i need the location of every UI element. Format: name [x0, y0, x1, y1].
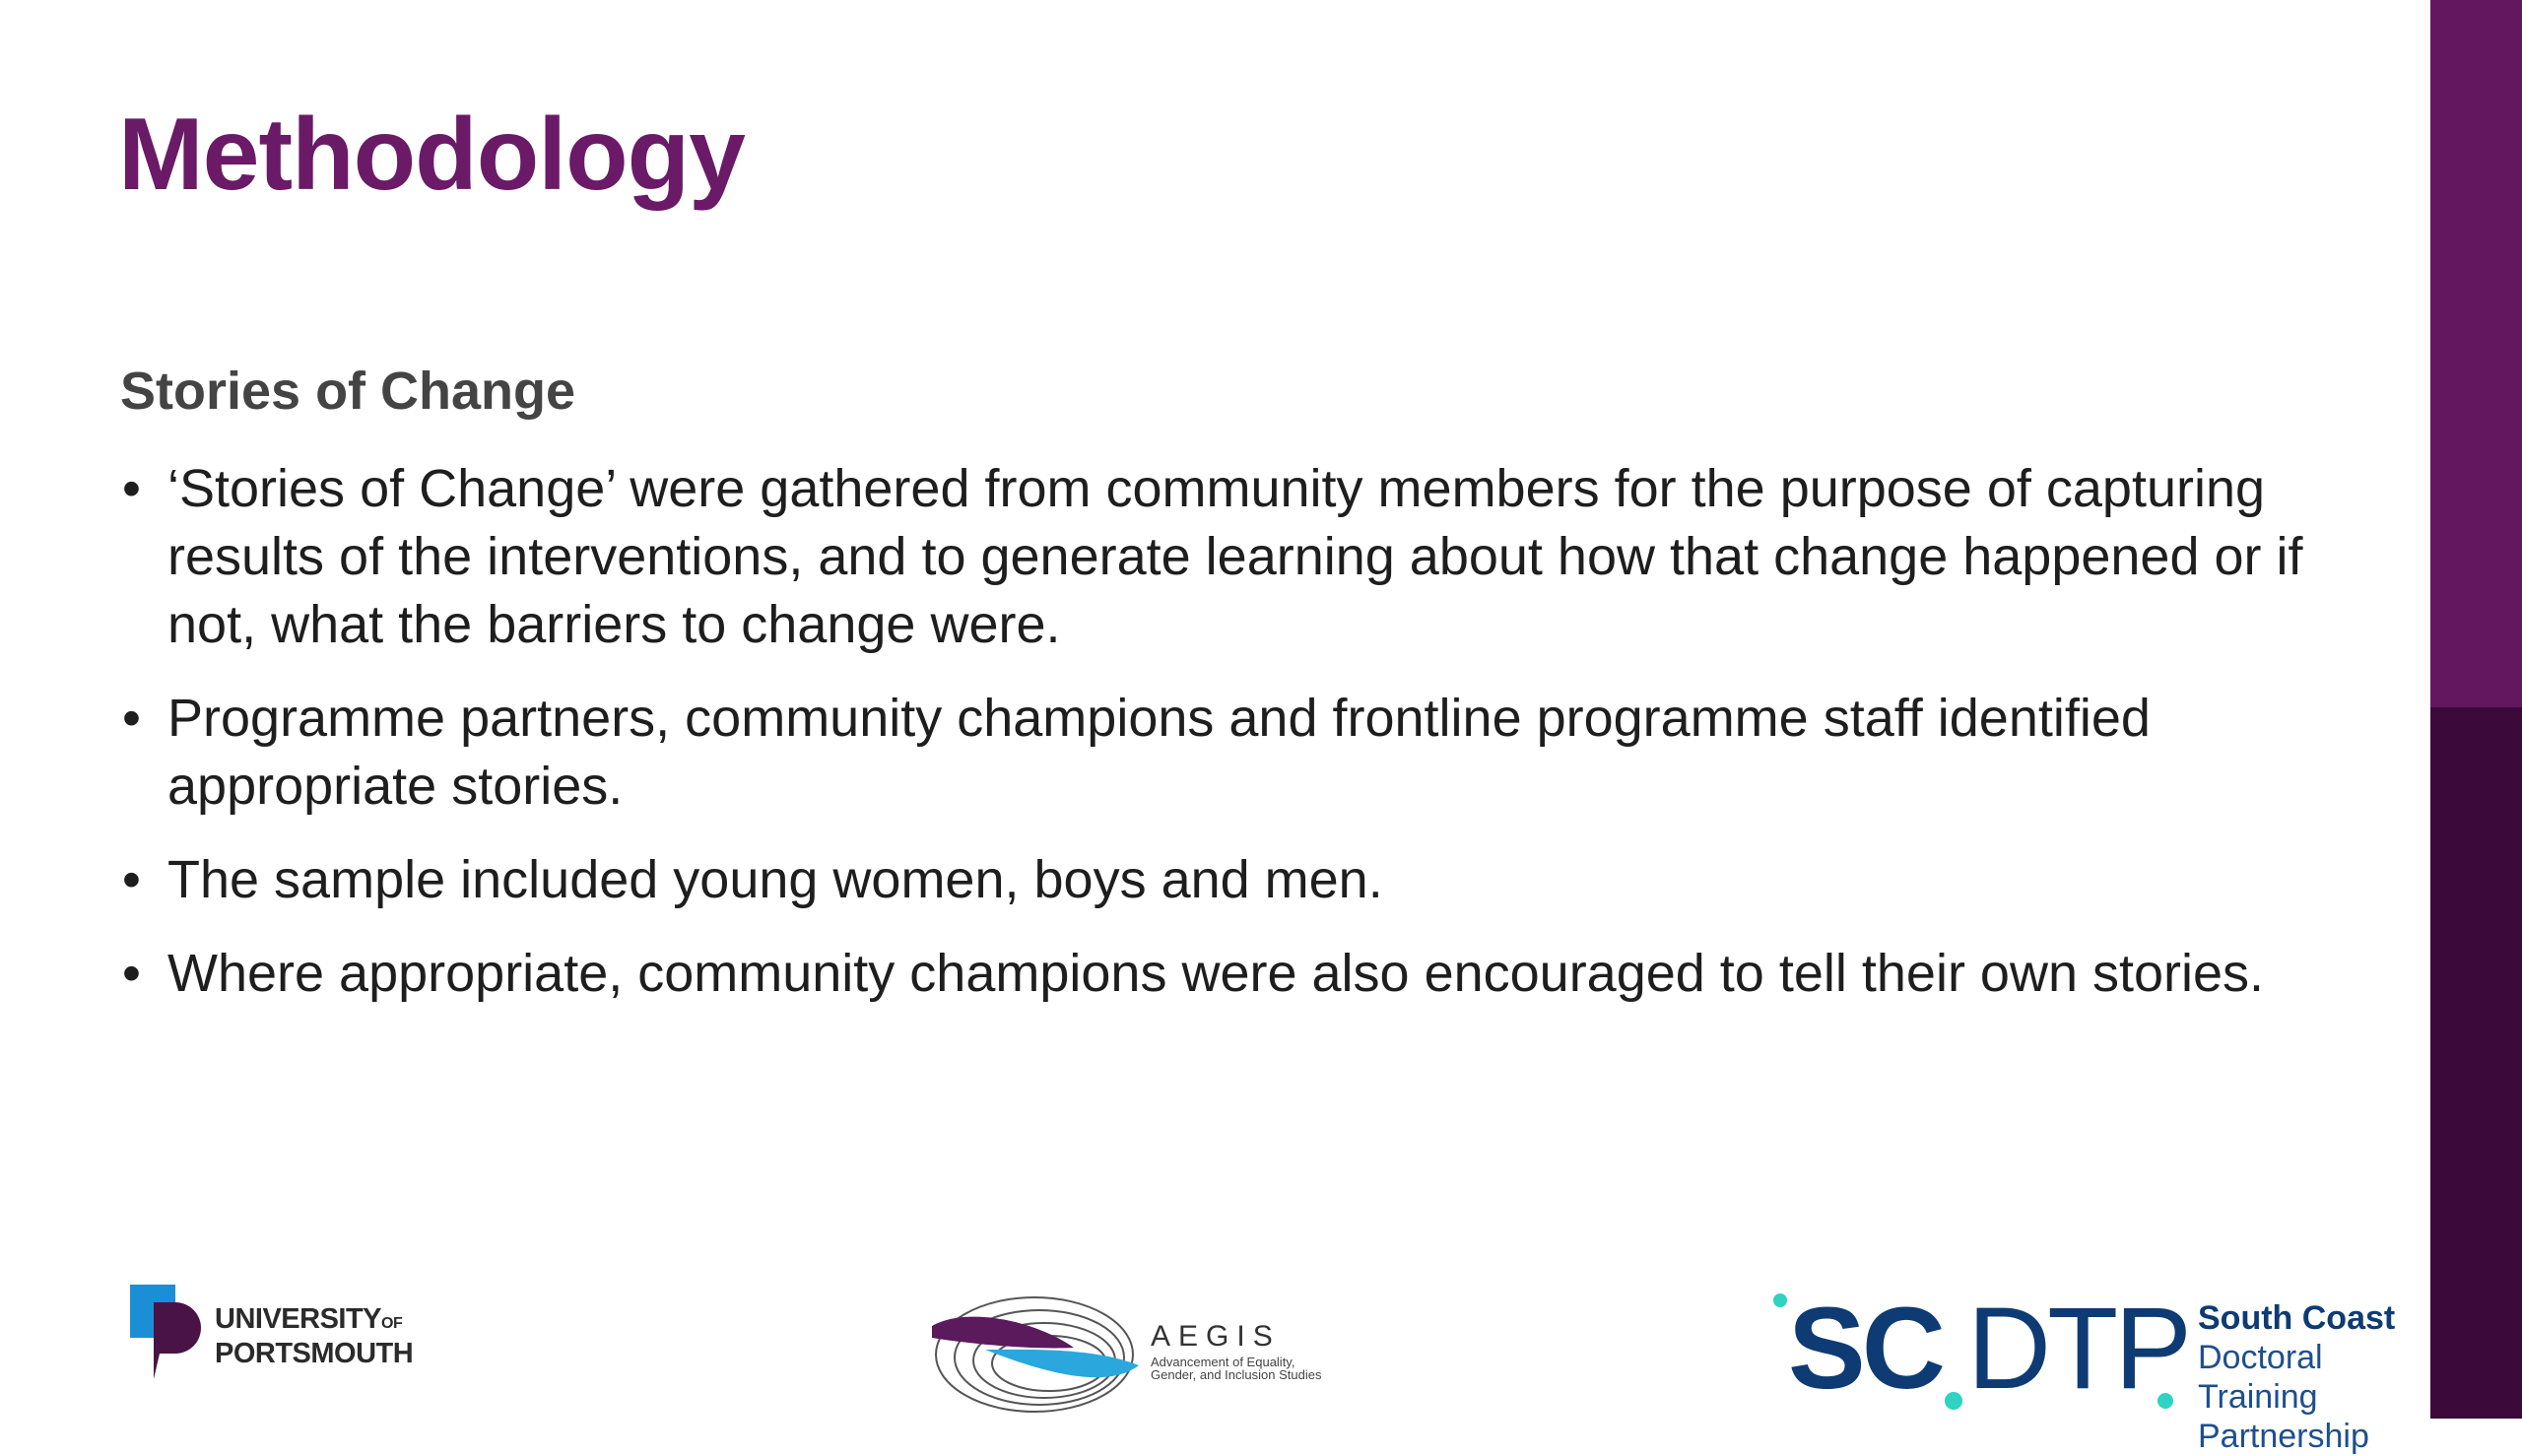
aegis-emblem-icon	[926, 1291, 1143, 1419]
bullet-item	[118, 685, 2404, 821]
slide-subtitle: Stories of Change	[120, 362, 576, 421]
side-band-top	[2430, 0, 2522, 707]
bullet-text: The sample included young women, boys and men.	[167, 850, 1383, 909]
portsmouth-wordmark: UNIVERSITYOF PORTSMOUTH	[215, 1303, 414, 1369]
bullet-text: ‘Stories of Change’ were gathered from community members for the purpose of capturing results of the interventions, and to generate learning about how that change happened or if not, what the barriers to change were.	[167, 459, 2303, 654]
bullet-icon: •	[122, 850, 141, 909]
side-band-bottom	[2430, 707, 2522, 1419]
aegis-tagline: Advancement of Equality, Gender, and Inclusion Studies	[1151, 1355, 1322, 1382]
bullet-text: Where appropriate, community champions were also encouraged to tell their own stories.	[167, 944, 2265, 1003]
aegis-logo	[926, 1291, 1330, 1419]
bullet-item	[118, 455, 2404, 659]
bullet-icon: •	[122, 459, 141, 518]
scdtp-wordmark: SC DTP	[1788, 1284, 2188, 1414]
scdtp-name: South Coast Doctoral Training Partnership	[2198, 1299, 2396, 1455]
bullet-list	[118, 455, 2404, 1033]
slide-title: Methodology	[118, 98, 746, 212]
bullet-item	[118, 940, 2404, 1008]
university-of-portsmouth-logo	[126, 1281, 422, 1389]
bullet-icon: •	[122, 944, 141, 1003]
bullet-item	[118, 846, 2404, 914]
bullet-icon: •	[122, 689, 141, 748]
bullet-text: Programme partners, community champions and frontline programme staff identified appropriate stories.	[167, 689, 2151, 816]
aegis-name: AEGIS	[1151, 1320, 1281, 1353]
scdtp-logo	[1768, 1281, 2419, 1455]
portsmouth-shield-icon	[126, 1281, 205, 1384]
